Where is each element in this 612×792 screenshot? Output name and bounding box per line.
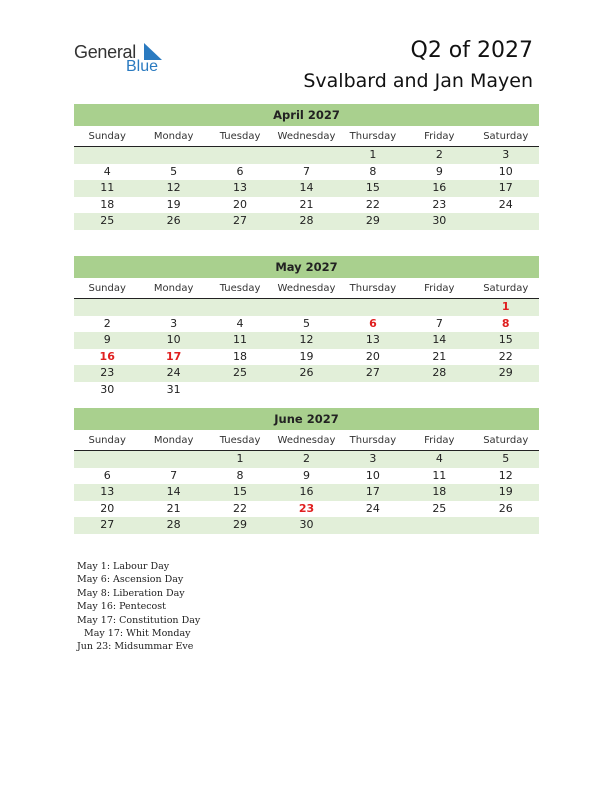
day-cell: 2 [302, 452, 310, 465]
day-cell: 12 [299, 333, 314, 347]
weekday-label: Tuesday [219, 435, 261, 446]
day-cell [406, 382, 472, 399]
day-cell: 18 [432, 485, 447, 499]
day-cell: 29 [498, 366, 513, 380]
day-cell [473, 213, 539, 230]
day-cell: 21 [299, 197, 314, 211]
week-row [74, 197, 539, 214]
weekday-label: Monday [153, 435, 194, 446]
day-cell: 3 [369, 452, 377, 465]
day-cell: 11 [233, 333, 248, 347]
week-row [74, 349, 539, 366]
day-cell: 30 [432, 214, 447, 228]
day-cell: 19 [166, 197, 181, 211]
day-cell: 5 [170, 164, 178, 178]
day-cell [74, 147, 140, 164]
holiday-entry: May 17: Constitution Day [77, 614, 201, 626]
day-cell: 2 [435, 148, 443, 161]
day-cell: 31 [166, 382, 181, 396]
weekday-label: Sunday [88, 131, 126, 142]
day-cell: 7 [302, 164, 310, 178]
day-cell: 21 [166, 501, 181, 515]
day-cell: 9 [302, 468, 310, 482]
day-cell: 18 [100, 197, 115, 211]
holiday-entry: Jun 23: Midsummar Eve [77, 641, 194, 653]
weekday-label: Wednesday [277, 131, 336, 142]
day-cell: 27 [365, 366, 380, 380]
week-row [74, 484, 539, 501]
month-title: April 2027 [74, 104, 539, 126]
day-cell: 25 [100, 214, 115, 228]
day-cell: 4 [103, 164, 111, 178]
day-cell: 2 [103, 316, 111, 330]
day-cell: 11 [100, 181, 115, 195]
day-cell: 4 [236, 316, 244, 330]
day-cell: 17 [498, 181, 513, 195]
weekday-header-row [74, 281, 539, 299]
month-calendar-april [74, 104, 539, 230]
day-cell [140, 451, 206, 468]
day-cell: 20 [233, 197, 248, 211]
month-calendar-june [74, 408, 539, 534]
day-cell: 20 [365, 349, 380, 363]
weekday-label: Tuesday [219, 283, 261, 294]
day-cell: 8 [236, 468, 244, 482]
day-cell [74, 451, 140, 468]
day-cell: 26 [299, 366, 314, 380]
day-cell: 19 [498, 485, 513, 499]
holiday-entry: May 17: Whit Monday [84, 628, 191, 640]
day-cell [273, 382, 339, 399]
day-cell: 10 [498, 164, 513, 178]
day-cell: 13 [365, 333, 380, 347]
weekday-label: Sunday [88, 283, 126, 294]
day-cell: 28 [299, 214, 314, 228]
month-title: June 2027 [74, 408, 539, 430]
day-cell: 30 [100, 382, 115, 396]
holiday-entry: May 8: Liberation Day [77, 587, 185, 599]
day-cell: 1 [369, 148, 377, 161]
weekday-label: Friday [424, 131, 455, 142]
day-cell: 19 [299, 349, 314, 363]
week-row [74, 468, 539, 485]
day-cell: 29 [233, 518, 248, 532]
day-cell: 22 [498, 349, 513, 363]
day-cell: 16 [99, 349, 115, 363]
day-cell [207, 147, 273, 164]
day-cell: 1 [501, 300, 510, 313]
weekday-label: Friday [424, 283, 455, 294]
month-title: May 2027 [74, 256, 539, 278]
day-cell: 9 [103, 333, 111, 347]
day-cell: 14 [166, 485, 181, 499]
weekday-label: Monday [153, 131, 194, 142]
page-subtitle: Svalbard and Jan Mayen [303, 70, 533, 92]
day-cell: 27 [233, 214, 248, 228]
day-cell: 20 [100, 501, 115, 515]
day-cell: 16 [299, 485, 314, 499]
day-cell: 3 [502, 148, 510, 161]
day-cell [74, 299, 140, 316]
weekday-label: Thursday [349, 283, 397, 294]
week-row [74, 180, 539, 197]
day-cell: 26 [498, 501, 513, 515]
day-cell: 5 [302, 316, 310, 330]
day-cell: 28 [166, 518, 181, 532]
day-cell [406, 517, 472, 534]
holiday-list [77, 560, 200, 654]
weekday-label: Saturday [483, 283, 529, 294]
day-cell: 28 [432, 366, 447, 380]
week-row [74, 147, 539, 164]
day-cell: 6 [369, 316, 377, 330]
day-cell: 6 [103, 468, 111, 482]
day-cell [273, 147, 339, 164]
day-cell: 24 [365, 501, 380, 515]
weekday-label: Wednesday [277, 435, 336, 446]
holiday-entry: May 16: Pentecost [77, 601, 166, 613]
day-cell: 7 [170, 468, 178, 482]
weekday-label: Thursday [349, 435, 397, 446]
day-cell: 23 [100, 366, 115, 380]
day-cell: 17 [165, 349, 182, 363]
day-cell: 14 [432, 333, 447, 347]
day-cell: 9 [435, 164, 443, 178]
day-cell: 26 [166, 214, 181, 228]
day-cell: 25 [432, 501, 447, 515]
day-cell: 24 [166, 366, 181, 380]
day-cell: 15 [498, 333, 513, 347]
week-row [74, 299, 539, 316]
week-row [74, 332, 539, 349]
day-cell: 3 [170, 316, 178, 330]
weekday-label: Wednesday [277, 283, 336, 294]
holiday-entry: May 1: Labour Day [77, 561, 170, 572]
week-row [74, 517, 539, 534]
day-cell: 10 [166, 333, 181, 347]
day-cell: 14 [299, 181, 314, 195]
holiday-entry: May 6: Ascension Day [77, 574, 184, 586]
day-cell: 23 [298, 501, 315, 515]
day-cell [140, 147, 206, 164]
day-cell [473, 382, 539, 399]
day-cell: 8 [501, 316, 510, 330]
day-cell [140, 299, 206, 316]
day-cell: 22 [365, 197, 380, 211]
day-cell: 29 [365, 214, 380, 228]
day-cell: 15 [365, 181, 380, 195]
day-cell: 13 [100, 485, 115, 499]
weekday-label: Saturday [483, 435, 529, 446]
week-row [74, 501, 539, 518]
day-cell: 18 [233, 349, 248, 363]
day-cell: 24 [498, 197, 513, 211]
day-cell: 16 [432, 181, 447, 195]
day-cell: 7 [435, 316, 443, 330]
day-cell: 4 [435, 452, 443, 465]
weekday-header-row [74, 129, 539, 147]
day-cell: 10 [365, 468, 380, 482]
day-cell [473, 517, 539, 534]
weekday-label: Monday [153, 283, 194, 294]
day-cell: 1 [236, 452, 244, 465]
weekday-header-row [74, 433, 539, 451]
page-title: Q2 of 2027 [410, 38, 533, 63]
weekday-label: Saturday [483, 131, 529, 142]
day-cell: 30 [299, 518, 314, 532]
day-cell: 12 [166, 181, 181, 195]
generalblue-logo [74, 42, 174, 78]
weekday-label: Tuesday [219, 131, 261, 142]
day-cell: 8 [369, 164, 377, 178]
day-cell: 5 [502, 452, 510, 465]
day-cell [406, 299, 472, 316]
day-cell: 22 [233, 501, 248, 515]
day-cell: 6 [236, 164, 244, 178]
week-row [74, 382, 539, 399]
day-cell [340, 517, 406, 534]
logo-text-blue: Blue [126, 58, 159, 75]
day-cell: 23 [432, 197, 447, 211]
week-row [74, 213, 539, 230]
day-cell: 25 [233, 366, 248, 380]
day-cell [273, 299, 339, 316]
logo-text-general: General [74, 42, 136, 62]
weekday-label: Sunday [88, 435, 126, 446]
week-row [74, 316, 539, 333]
day-cell: 17 [365, 485, 380, 499]
day-cell [340, 382, 406, 399]
weekday-label: Thursday [349, 131, 397, 142]
day-cell [207, 382, 273, 399]
day-cell: 11 [432, 468, 447, 482]
day-cell [340, 299, 406, 316]
day-cell: 21 [432, 349, 447, 363]
month-calendar-may [74, 256, 539, 399]
day-cell: 13 [233, 181, 248, 195]
day-cell: 12 [498, 468, 513, 482]
week-row [74, 451, 539, 468]
week-row [74, 164, 539, 181]
weekday-label: Friday [424, 435, 455, 446]
day-cell: 15 [233, 485, 248, 499]
day-cell: 27 [100, 518, 115, 532]
week-row [74, 365, 539, 382]
day-cell [207, 299, 273, 316]
